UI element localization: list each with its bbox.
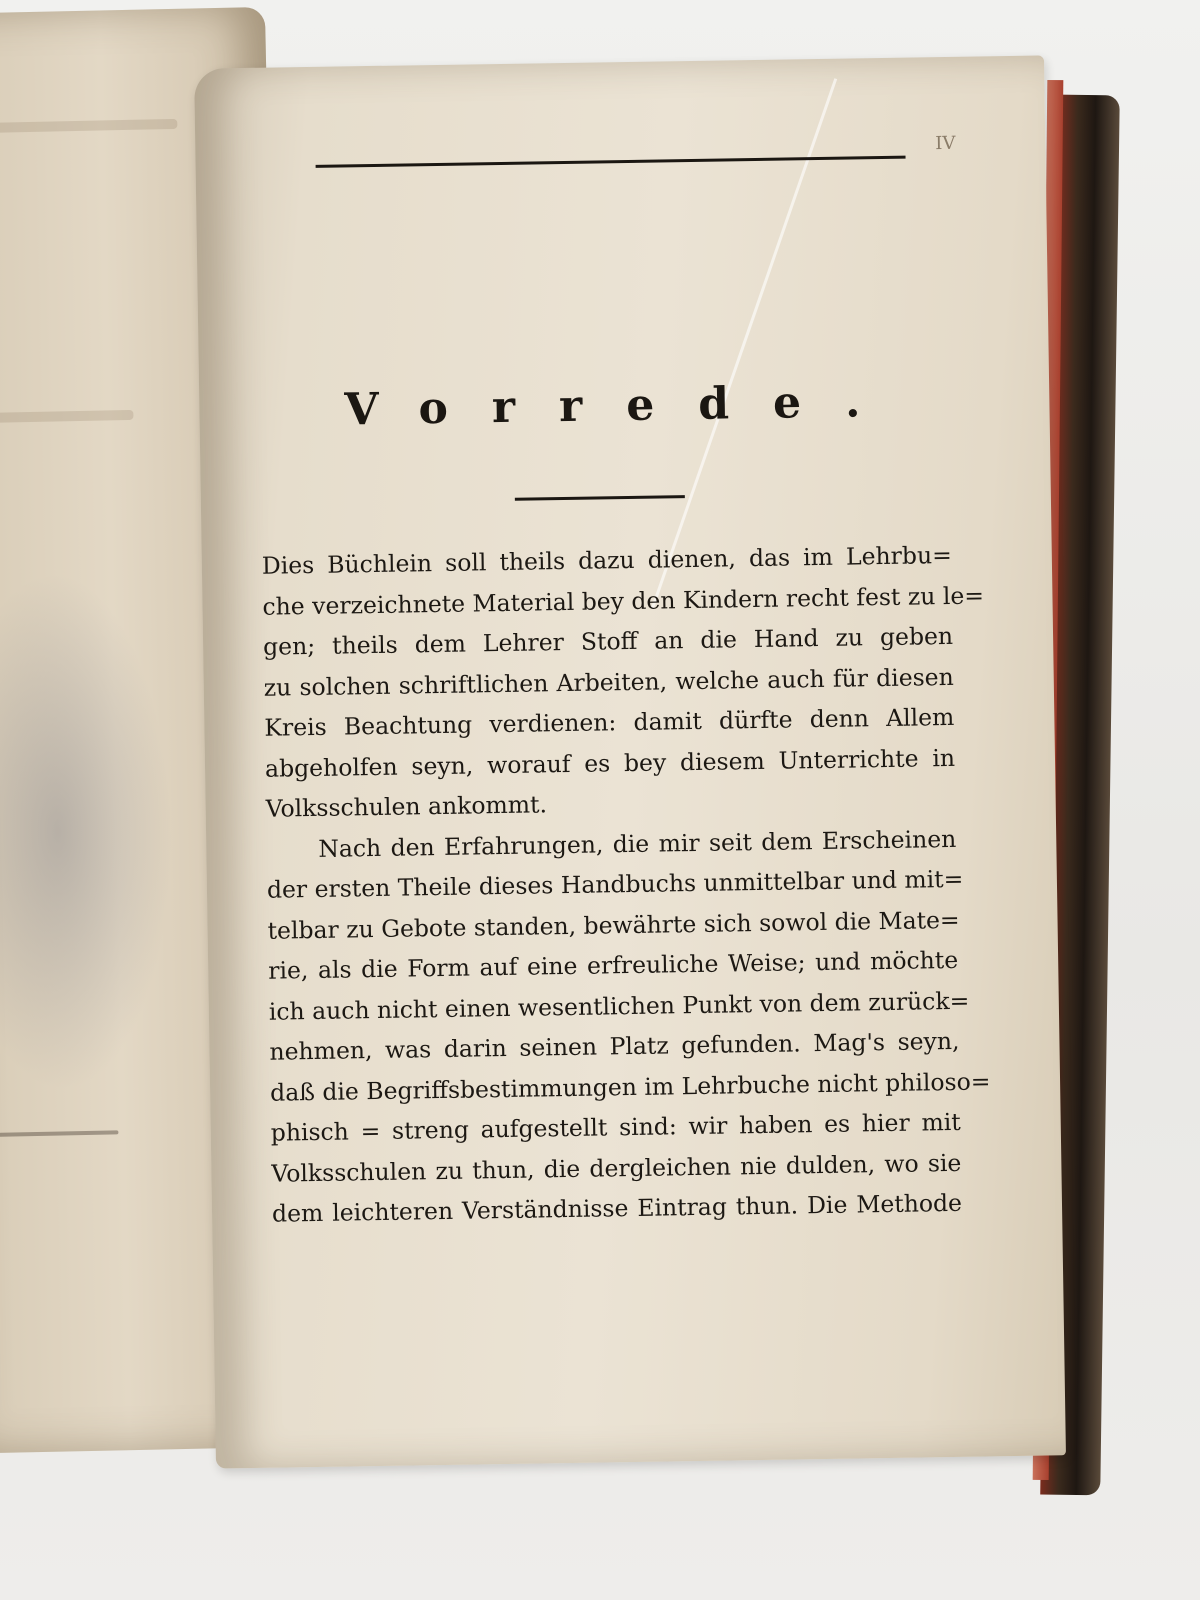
heading-rule — [515, 495, 685, 501]
page-heading: Vorrede. — [344, 375, 905, 436]
text-line: der ersten Theile dieses Handbuchs unmittelbar und mit= — [266, 864, 964, 904]
header-rule — [316, 156, 906, 168]
text-line: rie, als die Form auf eine erfreuliche Weise; und möchte — [268, 945, 959, 985]
text-line: dem leichteren Verständnisse Eintrag thun. Die Methode — [271, 1188, 963, 1228]
text-line: phisch = streng aufgestellt sind: wir haben es hier mit — [270, 1107, 961, 1147]
body-text — [261, 535, 991, 1234]
right-page — [194, 55, 1066, 1468]
text-line: Volksschulen ankommt. — [265, 790, 548, 823]
text-line: telbar zu Gebote standen, bewährte sich sowol die Mate= — [267, 905, 960, 945]
text-line: zu solchen schriftlichen Arbeiten, welche auch für diesen — [263, 662, 954, 702]
text-line: daß die Begriffsbestimmungen im Lehrbuche nicht philoso= — [269, 1066, 991, 1107]
hand-shadow — [0, 569, 178, 1093]
text-line: gen; theils dem Lehrer Stoff an die Hand zu geben — [262, 621, 954, 661]
text-line: nehmen, was darin seinen Platz gefunden. Mag's seyn, — [269, 1026, 960, 1066]
page-number: IV — [935, 132, 956, 155]
paragraph — [261, 535, 985, 829]
text-line: che verzeichnete Material bey den Kindern recht fest zu le= — [262, 580, 985, 621]
text-line: Volksschulen zu thun, die dergleichen nie dulden, wo sie — [271, 1148, 962, 1188]
text-line: Kreis Beachtung verdienen: damit dürfte denn Allem — [264, 702, 955, 742]
bleed-through-line — [0, 1130, 118, 1137]
text-line: Nach den Erfahrungen, die mir seit dem Erscheinen — [318, 824, 957, 863]
text-line: ich auch nicht einen wesentlichen Punkt von dem zurück= — [268, 986, 970, 1026]
text-line: Dies Büchlein soll theils dazu dienen, das im Lehrbu= — [261, 540, 953, 580]
paragraph — [266, 818, 991, 1234]
text-line: abgeholfen seyn, worauf es bey diesem Unterrichte in — [264, 743, 956, 783]
bleed-through-line — [0, 410, 134, 423]
bleed-through-line — [0, 119, 177, 133]
